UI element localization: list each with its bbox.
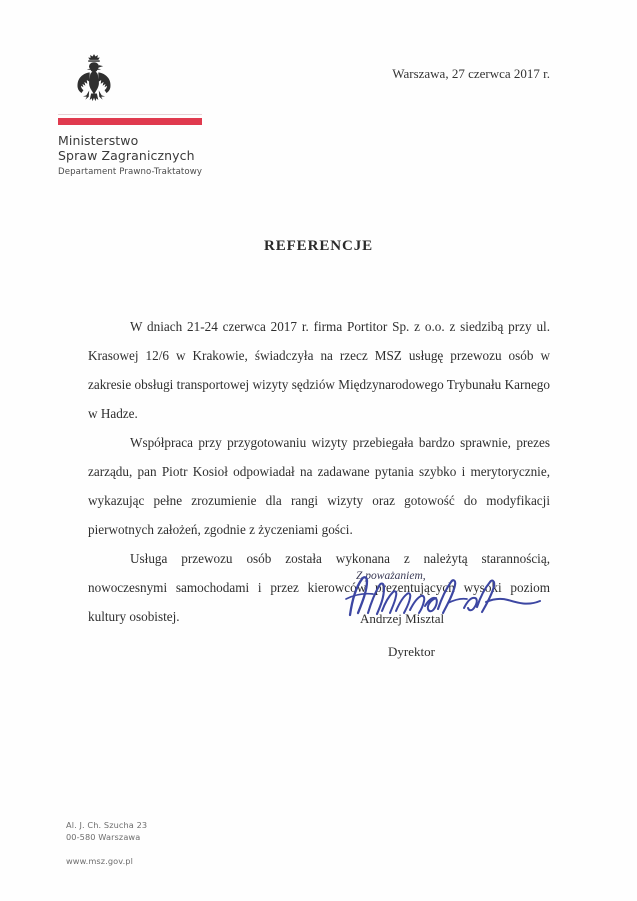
ministry-name-line2: Spraw Zagranicznych	[58, 148, 195, 163]
body-paragraph: Współpraca przy przygotowaniu wizyty przebiegała bardzo sprawnie, prezes zarządu, pan Piotr Kosioł odpowiadał na zadawane pytania szybko i merytorycznie, wykazując pełne zrozumienie dla rangi wizyty oraz gotowość do modyfikacji pierwotnych założeń, zgodnie z życzeniami gości.	[88, 435, 550, 537]
footer-address-line2: 00-580 Warszawa	[66, 831, 141, 842]
body-paragraph: Usługa przewozu osób została wykonana z należytą starannością, nowoczesnymi samochodami i przez kierowców prezentujących wysoki poziom kultury osobistej.	[88, 551, 550, 624]
footer	[66, 820, 147, 868]
signer-title: Dyrektor	[388, 644, 435, 659]
department-name: Departament Prawno-Traktatowy	[58, 167, 203, 177]
footer-address-line1: Al. J. Ch. Szucha 23	[66, 820, 148, 830]
closing-phrase: Z poważaniem,	[356, 570, 426, 582]
ministry-name-line1: Ministerstwo	[58, 133, 139, 148]
letterhead	[58, 52, 258, 178]
signature-block	[352, 570, 552, 660]
polish-eagle-emblem	[70, 52, 118, 108]
body-paragraph: W dniach 21-24 czerwca 2017 r. firma Portitor Sp. z o.o. z siedzibą przy ul. Krasowej 12/6 w Krakowie, świadczyła na rzecz MSZ usługę przewozu osób w zakresie obsługi transportowej wizyty sędziów Międzynarodowego Trybunału Karnego w Hadze.	[88, 319, 550, 421]
page-title: REFERENCJE	[263, 238, 373, 254]
signer-name: Andrzej Misztal	[360, 611, 445, 626]
letterhead-thin-rule	[58, 114, 202, 115]
letterhead-red-bar	[58, 118, 202, 125]
footer-website[interactable]: www.msz.gov.pl	[66, 856, 133, 866]
ministry-name	[58, 133, 258, 163]
date-line: Warszawa, 27 czerwca 2017 r.	[392, 66, 550, 81]
